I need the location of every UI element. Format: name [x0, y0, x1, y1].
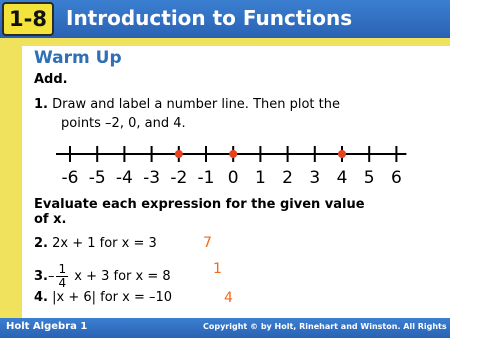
number-line-label: 5	[363, 168, 375, 188]
problem-3-text: x + 3 for x = 8	[74, 269, 171, 284]
number-line-label: -2	[170, 168, 188, 188]
problem-1-line1: Draw and label a number line. Then plot the	[52, 97, 340, 112]
problem-4-answer: 4	[224, 290, 233, 306]
problem-4-text: |x + 6| for x = –10	[52, 290, 173, 305]
number-line-label: 1	[254, 168, 266, 188]
number-line-label: 0	[227, 168, 239, 188]
fraction-denominator: 4	[58, 276, 67, 290]
lesson-badge: 1-8	[2, 2, 54, 36]
number-line-label: 3	[309, 168, 321, 188]
slide-footer	[0, 318, 495, 338]
problem-4-number: 4.	[34, 290, 48, 305]
add-label: Add.	[34, 72, 68, 87]
problem-1-number: 1.	[34, 97, 48, 112]
course-name: Holt Algebra 1	[6, 321, 88, 332]
problem-1-line2: points –2, 0, and 4.	[61, 116, 186, 131]
plotted-point	[338, 150, 346, 158]
number-line-label: -4	[115, 168, 133, 188]
problem-3-sign: –	[47, 269, 55, 284]
problem-3-answer: 1	[213, 261, 222, 277]
number-line-label: 4	[336, 168, 348, 188]
problem-2	[34, 236, 157, 251]
evaluate-line1: Evaluate each expression for the given value	[34, 197, 365, 212]
plotted-point	[229, 150, 237, 158]
number-line-label: -6	[61, 168, 79, 188]
problem-3	[34, 263, 171, 290]
problem-1	[34, 97, 340, 112]
plotted-point	[175, 150, 183, 158]
copyright-notice: Copyright © by Holt, Rinehart and Winston. All Rights Reserved.	[203, 322, 495, 331]
number-line	[56, 139, 412, 187]
number-line-label: 6	[390, 168, 402, 188]
lesson-title: Introduction to Functions	[66, 6, 353, 30]
left-band	[0, 38, 22, 318]
top-band	[0, 38, 450, 46]
problem-3-number: 3.	[34, 269, 48, 284]
warm-up-heading: Warm Up	[34, 48, 122, 68]
slide-header	[0, 0, 450, 38]
evaluate-instruction	[34, 197, 365, 227]
problem-2-answer: 7	[203, 235, 212, 251]
number-line-label: -3	[143, 168, 161, 188]
problem-2-text: 2x + 1 for x = 3	[52, 236, 157, 251]
problem-4	[34, 290, 172, 305]
evaluate-line2: of x.	[34, 212, 67, 227]
fraction-numerator: 1	[58, 262, 67, 276]
number-line-label: -5	[88, 168, 106, 188]
problem-2-number: 2.	[34, 236, 48, 251]
number-line-label: 2	[282, 168, 294, 188]
number-line-label: -1	[197, 168, 215, 188]
problem-3-fraction	[56, 263, 68, 290]
